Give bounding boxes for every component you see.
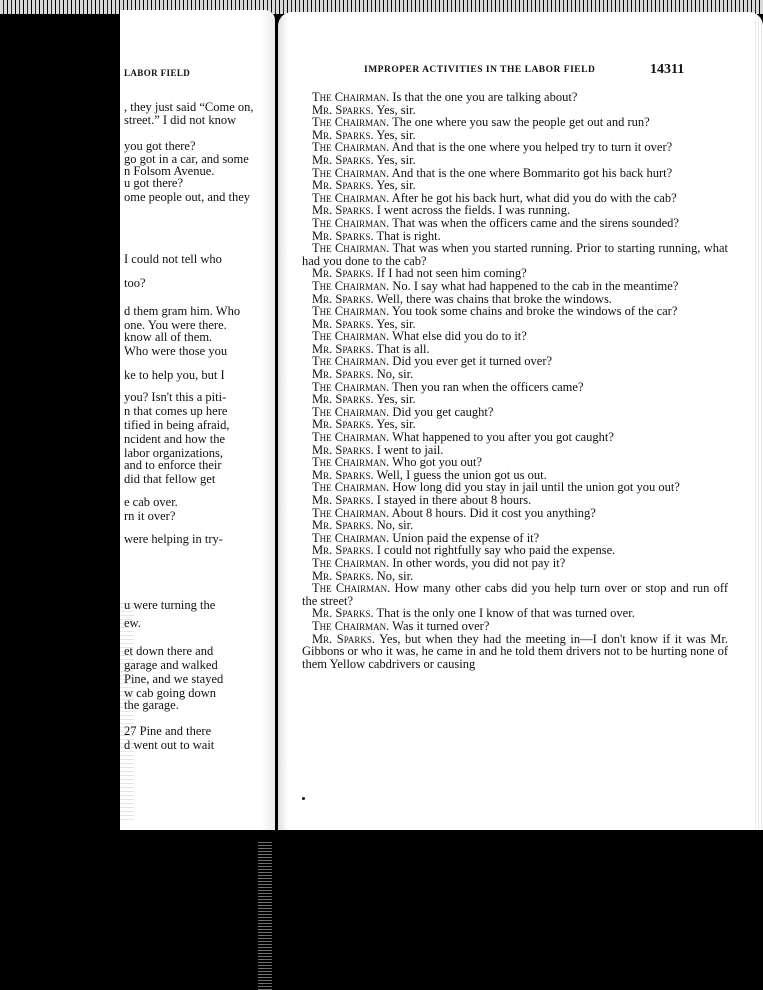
speaker-label: Mr. Sparks.: [312, 367, 374, 382]
speaker-label: The Chairman.: [312, 329, 390, 344]
speaker-label: Mr. Sparks.: [312, 442, 374, 457]
speech-text: And that is the one where Bommarito got his back hurt?: [391, 165, 673, 180]
left-page-line: u got there?: [124, 176, 184, 190]
speaker-label: The Chairman.: [312, 379, 390, 394]
speaker-label: Mr. Sparks.: [312, 102, 374, 117]
speech-text: If I had not seen him coming?: [376, 266, 527, 281]
speech-text: Yes, sir.: [376, 178, 416, 193]
speech-text: What else did you do to it?: [392, 329, 527, 344]
left-page-line: ke to help you, but I: [124, 368, 225, 382]
speaker-label: The Chairman.: [312, 618, 390, 633]
speaker-label: Mr. Sparks.: [312, 392, 374, 407]
left-page-line: too?: [124, 276, 146, 290]
left-page-line: , they just said “Come on,: [124, 100, 254, 114]
speaker-label: The Chairman.: [312, 165, 390, 180]
speech-text: After he got his back hurt, what did you do with the cab?: [391, 190, 677, 205]
speech-text: That was when you started running. Prior to starting running, what had you done to the cab?: [302, 241, 728, 268]
speaker-label: Mr. Sparks.: [312, 568, 374, 583]
transcript-body: [302, 91, 728, 670]
speech-text: Was it turned over?: [392, 618, 490, 633]
speech-text: I stayed in there about 8 hours.: [376, 493, 532, 507]
speech-text: Is that the one you are talking about?: [392, 90, 578, 104]
speaker-label: The Chairman.: [312, 555, 390, 570]
speech-text: That is the only one I know of that was turned over.: [376, 606, 635, 621]
left-page-line: w cab going down: [124, 686, 216, 700]
speaker-label: The Chairman.: [312, 430, 390, 445]
speech-text: Yes, sir.: [376, 316, 416, 331]
speaker-label: Mr. Sparks.: [312, 228, 374, 243]
speech-text: No. I say what had happened to the cab in the meantime?: [392, 278, 679, 293]
speech-text: Union paid the expense of it?: [392, 530, 540, 545]
speech-text: Did you get caught?: [392, 404, 494, 419]
speech-text: That is right.: [376, 228, 441, 243]
speaker-label: The Chairman.: [312, 404, 390, 419]
speech-text: And that is the one where you helped try to turn it over?: [391, 140, 673, 155]
speaker-label: The Chairman.: [312, 190, 390, 205]
left-page-line: garage and walked: [124, 658, 218, 672]
right-gutter-shadow: [278, 12, 288, 830]
speaker-label: The Chairman.: [312, 90, 390, 104]
speaker-label: Mr. Sparks.: [312, 417, 374, 432]
left-page-line: go got in a car, and some: [124, 152, 249, 166]
speaker-label: Mr. Sparks.: [312, 266, 374, 281]
speech-text: Yes, sir.: [376, 417, 416, 432]
left-page-line: the garage.: [124, 698, 179, 712]
speech-text: Well, I guess the union got us out.: [376, 467, 547, 482]
speech-text: That is all.: [376, 341, 430, 356]
speech-text: You took some chains and broke the windows of the car?: [391, 304, 678, 319]
speaker-label: Mr. Sparks.: [312, 178, 374, 193]
speaker-label: The Chairman.: [312, 241, 390, 256]
speaker-label: Mr. Sparks.: [312, 341, 374, 356]
speech-text: No, sir.: [376, 518, 414, 533]
speaker-label: Mr. Sparks.: [312, 631, 376, 646]
left-page-line: n that comes up here: [124, 404, 228, 418]
speech-text: Then you ran when the officers came?: [392, 379, 584, 394]
left-gutter-shadow: [261, 10, 275, 830]
left-page-line: e cab over.: [124, 495, 178, 509]
left-page-line: you got there?: [124, 139, 196, 153]
speaker-label: Mr. Sparks.: [312, 152, 374, 167]
speech-text: Yes, sir.: [376, 152, 416, 167]
page-stack-edge: [258, 840, 272, 990]
speaker-label: The Chairman.: [312, 455, 390, 470]
speaker-label: Mr. Sparks.: [312, 291, 374, 306]
speech-text: Yes, but when they had the meeting in—I don't know if it was Mr. Gibbons or who it was, he came in and he told them drivers not to be hurting none of them Yellow cabdrivers or causing: [302, 631, 728, 671]
speech-text: In other words, you did not pay it?: [392, 555, 566, 570]
speaker-label: The Chairman.: [312, 215, 390, 230]
transcript-paragraph: [302, 242, 728, 267]
left-page-line: tified in being afraid,: [124, 418, 230, 432]
left-page-line: d went out to wait: [124, 738, 215, 752]
speech-text: Yes, sir.: [376, 392, 416, 407]
speech-text: No, sir.: [376, 367, 414, 382]
left-page-line: I could not tell who: [124, 252, 222, 266]
speech-text: About 8 hours. Did it cost you anything?: [391, 505, 596, 520]
running-head: IMPROPER ACTIVITIES IN THE LABOR FIELD: [364, 65, 596, 75]
left-page-line: ome people out, and they: [124, 190, 251, 204]
binding-edge: [120, 600, 134, 820]
speech-text: Yes, sir.: [376, 127, 416, 142]
speaker-label: The Chairman.: [312, 278, 390, 293]
page-fore-edge: [755, 12, 763, 830]
speaker-label: The Chairman.: [312, 581, 391, 596]
transcript-paragraph: [302, 633, 728, 671]
speaker-label: The Chairman.: [312, 530, 390, 545]
speaker-label: Mr. Sparks.: [312, 493, 374, 507]
speech-text: Who got you out?: [392, 455, 483, 470]
left-page-line: you? Isn't this a piti-: [124, 390, 227, 404]
speaker-label: Mr. Sparks.: [312, 316, 374, 331]
print-speck: [302, 797, 305, 800]
speech-text: I could not rightfully say who paid the expense.: [376, 543, 616, 558]
left-page-line: n Folsom Avenue.: [124, 164, 215, 178]
left-page-line: one. You were there.: [124, 318, 227, 332]
left-page-line: ncident and how the: [124, 432, 226, 446]
speaker-label: The Chairman.: [312, 140, 390, 155]
speech-text: What happened to you after you got caught?: [392, 430, 614, 445]
left-page-line: know all of them.: [124, 330, 213, 344]
speaker-label: The Chairman.: [312, 115, 390, 130]
speaker-label: The Chairman.: [312, 354, 390, 369]
speaker-label: Mr. Sparks.: [312, 543, 374, 558]
speaker-label: The Chairman.: [312, 304, 390, 319]
speech-text: I went across the fields. I was running.: [376, 203, 571, 218]
left-page-line: Pine, and we stayed: [124, 672, 224, 686]
page-number: 14311: [650, 62, 685, 77]
speech-text: Yes, sir.: [376, 102, 416, 117]
speech-text: How many other cabs did you help turn over or stop and run off the street?: [302, 581, 728, 608]
left-page-line: 27 Pine and there: [124, 724, 212, 738]
speech-text: Did you ever get it turned over?: [392, 354, 553, 369]
speech-text: That was when the officers came and the sirens sounded?: [392, 215, 679, 230]
speech-text: No, sir.: [376, 568, 414, 583]
left-page-line: d them gram him. Who: [124, 304, 241, 318]
right-page: [278, 12, 763, 830]
left-page-line: were helping in try-: [124, 532, 223, 546]
left-page-line: et down there and: [124, 644, 214, 658]
speaker-label: The Chairman.: [312, 505, 390, 520]
left-page-line: ew.: [124, 616, 141, 630]
speech-text: I went to jail.: [376, 442, 444, 457]
left-page-line: labor organizations,: [124, 446, 224, 460]
speech-text: The one where you saw the people get out and run?: [392, 115, 650, 130]
left-page-line: did that fellow get: [124, 472, 216, 486]
left-page-line: u were turning the: [124, 598, 216, 612]
transcript-paragraph: [302, 582, 728, 607]
left-page-line: street.” I did not know: [124, 113, 237, 127]
left-page-line: rn it over?: [124, 509, 176, 523]
speech-text: How long did you stay in jail until the union got you out?: [392, 480, 680, 495]
speaker-label: Mr. Sparks.: [312, 518, 374, 533]
speaker-label: Mr. Sparks.: [312, 127, 374, 142]
speech-text: Well, there was chains that broke the windows.: [376, 291, 612, 306]
speaker-label: Mr. Sparks.: [312, 467, 374, 482]
speaker-label: The Chairman.: [312, 480, 390, 495]
left-page-line: Who were those you: [124, 344, 228, 358]
speaker-label: Mr. Sparks.: [312, 606, 374, 621]
left-page-header: LABOR FIELD: [124, 68, 191, 78]
speaker-label: Mr. Sparks.: [312, 203, 374, 218]
left-page-line: and to enforce their: [124, 458, 222, 472]
left-page: [120, 10, 275, 830]
